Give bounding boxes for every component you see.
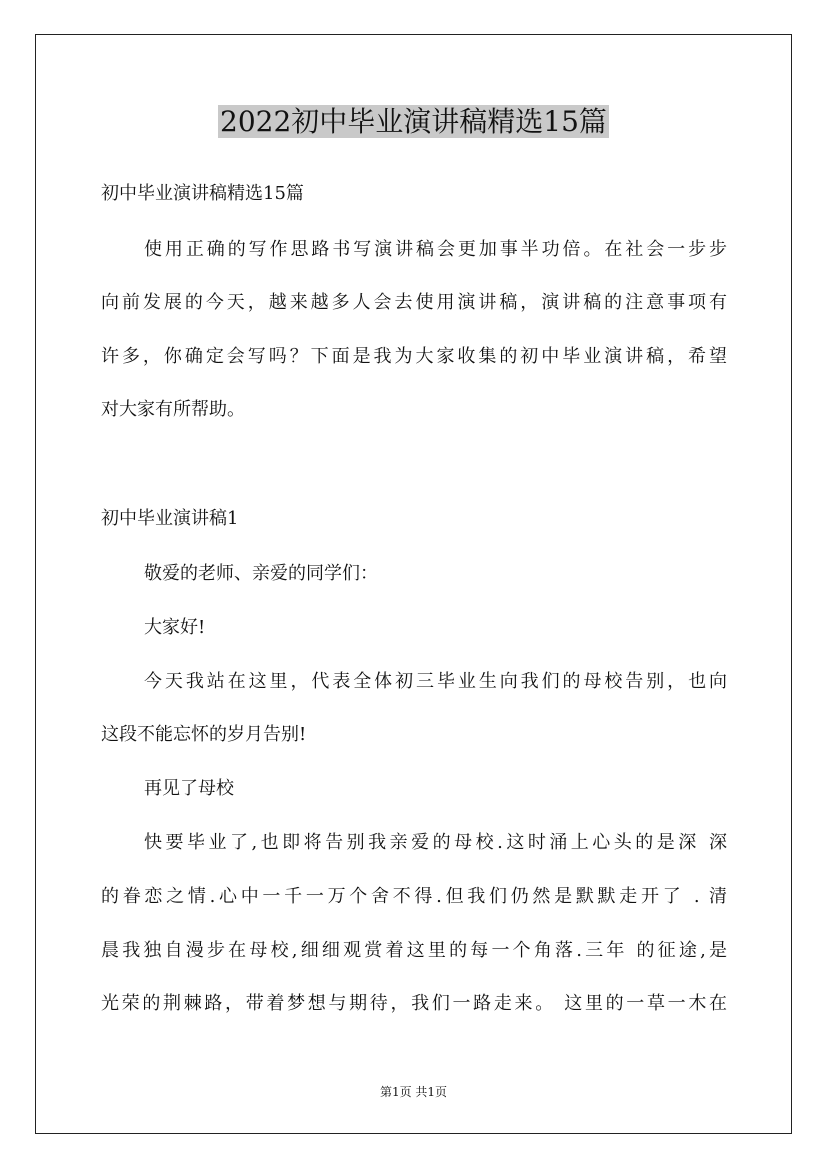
document-title	[0, 102, 827, 142]
paragraph-line: 许多，你确定会写吗？下面是我为大家收集的初中毕业演讲稿，希望	[101, 346, 727, 367]
paragraph-line: 敬爱的老师、亲爱的同学们：	[144, 563, 378, 584]
paragraph-line: 快要毕业了,也即将告别我亲爱的母校.这时涌上心头的是深 深	[144, 832, 727, 853]
paragraph-line: 这段不能忘怀的岁月告别!	[101, 724, 307, 745]
paragraph-line: 光荣的荆棘路，带着梦想与期待，我们一路走来。 这里的一草一木在	[101, 993, 727, 1014]
paragraph-line: 晨我独自漫步在母校,细细观赏着这里的每一个角落.三年 的征途,是	[101, 940, 727, 961]
paragraph-line: 对大家有所帮助。	[101, 399, 245, 420]
section-heading: 初中毕业演讲稿1	[101, 508, 239, 529]
paragraph-line: 的眷恋之情.心中一千一万个舍不得.但我们仍然是默默走开了 . 清	[101, 886, 727, 907]
document-title-text: 2022初中毕业演讲稿精选15篇	[220, 105, 607, 138]
paragraph-line: 大家好!	[144, 617, 206, 638]
paragraph-line: 再见了母校	[144, 778, 234, 799]
paragraph-line: 使用正确的写作思路书写演讲稿会更加事半功倍。在社会一步步	[144, 239, 727, 260]
paragraph-line: 今天我站在这里，代表全体初三毕业生向我们的母校告别，也向	[144, 671, 727, 692]
paragraph-line: 向前发展的今天，越来越多人会去使用演讲稿，演讲稿的注意事项有	[101, 292, 727, 313]
page-footer: 第1页 共1页	[379, 1085, 448, 1099]
subtitle-line: 初中毕业演讲稿精选15篇	[101, 183, 304, 204]
